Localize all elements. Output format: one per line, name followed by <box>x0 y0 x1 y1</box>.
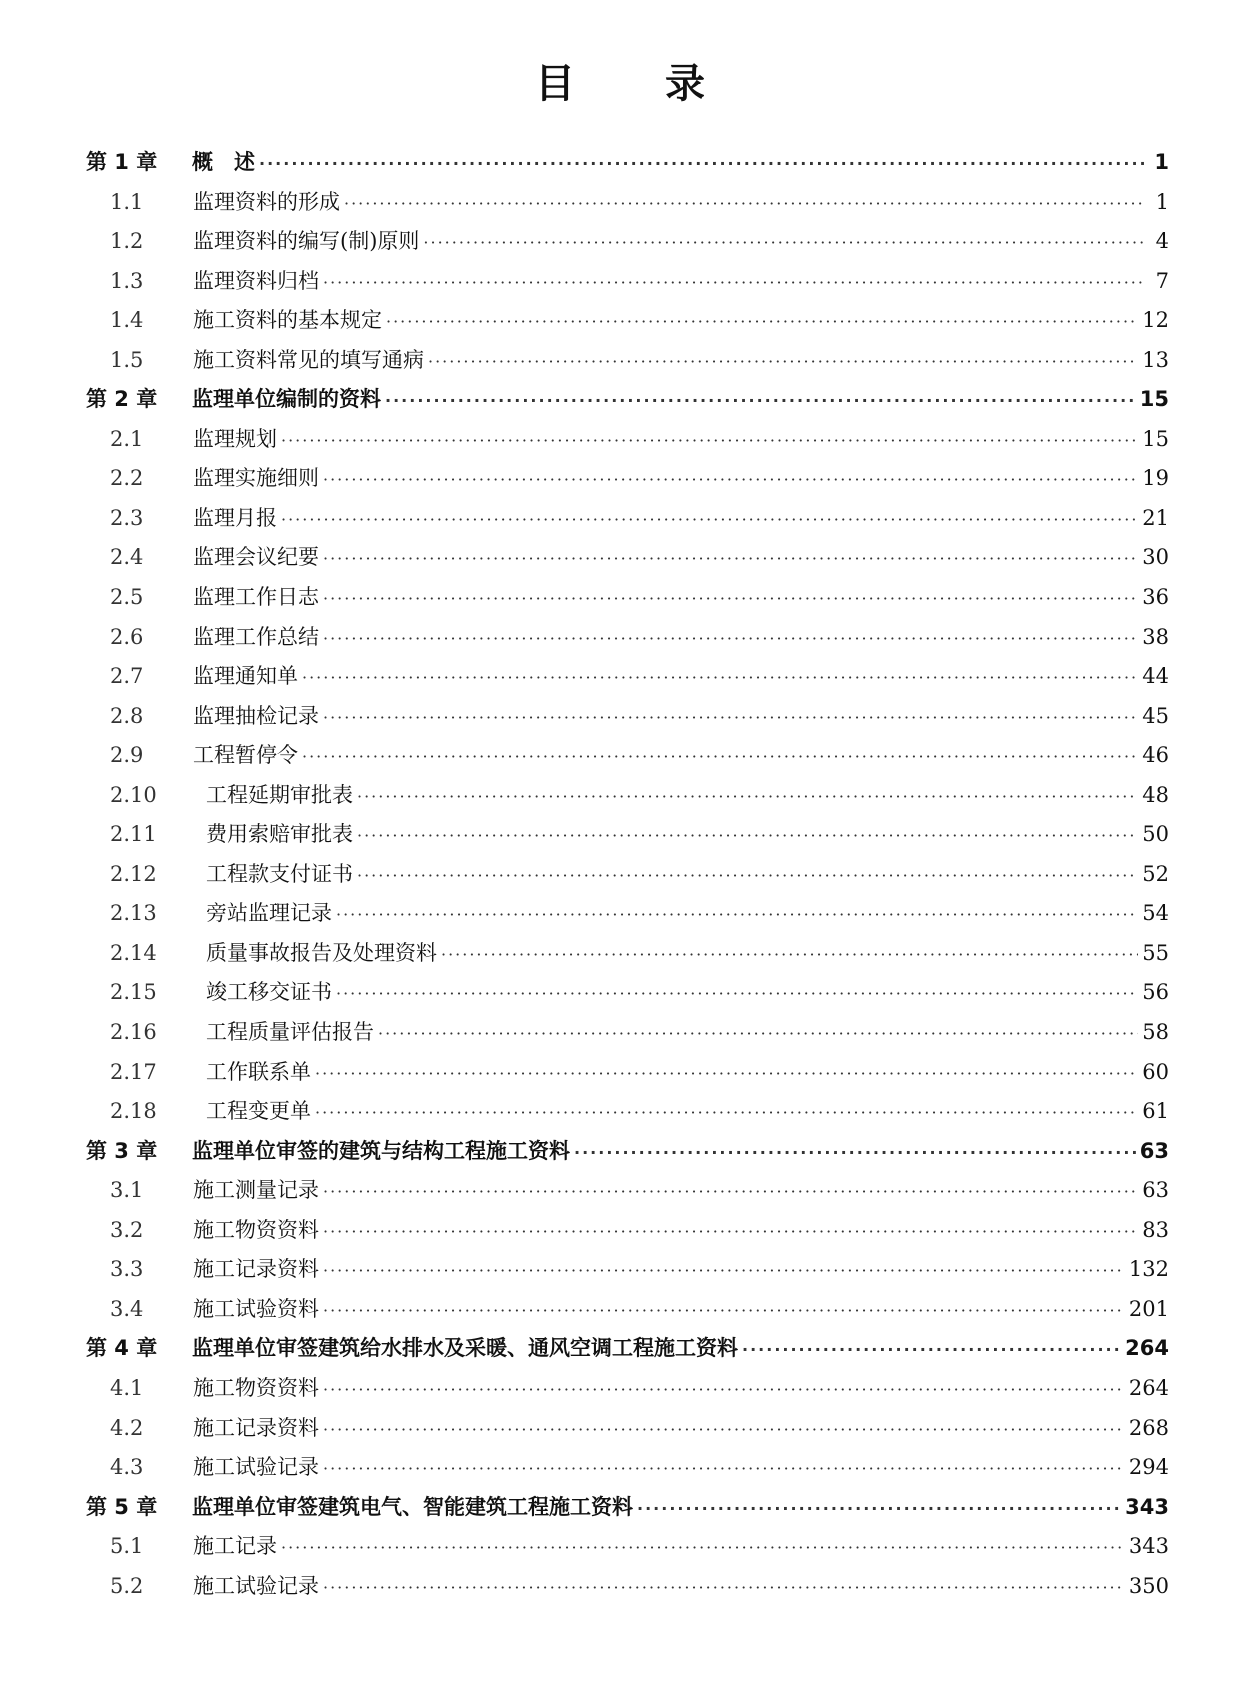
entry-number: 2.1 <box>110 426 144 451</box>
entry-number: 5.2 <box>110 1573 144 1598</box>
toc-section-entry[interactable] <box>86 1092 1169 1132</box>
dot-leader <box>441 935 1138 974</box>
entry-page-number: 21 <box>1142 505 1169 530</box>
entry-title: 监理资料归档 <box>193 268 319 293</box>
entry-title: 工程变更单 <box>206 1099 311 1124</box>
entry-page-number: 7 <box>1155 268 1169 293</box>
dot-leader <box>281 421 1138 460</box>
dot-leader <box>742 1330 1121 1369</box>
entry-title: 工程暂停令 <box>193 743 298 768</box>
entry-page-number: 54 <box>1142 901 1169 926</box>
dot-leader <box>323 263 1145 302</box>
entry-title: 施工试验记录 <box>193 1573 319 1598</box>
entry-title: 竣工移交证书 <box>206 980 332 1005</box>
entry-number: 2.8 <box>110 703 144 728</box>
entry-page-number: 56 <box>1142 980 1169 1005</box>
entry-number: 第 1 章 <box>86 150 158 174</box>
entry-number: 2.11 <box>110 822 157 847</box>
entry-number: 第 5 章 <box>86 1494 158 1519</box>
entry-title: 施工测量记录 <box>193 1178 319 1203</box>
dot-leader <box>302 737 1138 776</box>
entry-number: 2.12 <box>110 861 157 886</box>
entry-title: 监理资料的编写(制)原则 <box>193 229 420 254</box>
entry-number: 2.5 <box>110 585 144 610</box>
entry-page-number: 63 <box>1139 1138 1169 1163</box>
entry-page-number: 201 <box>1128 1296 1169 1321</box>
entry-number: 2.14 <box>110 940 157 965</box>
toc-section-entry[interactable] <box>86 1290 1169 1330</box>
entry-title: 监理资料的形成 <box>193 189 340 214</box>
entry-page-number: 46 <box>1142 743 1169 768</box>
entry-page-number: 294 <box>1128 1455 1169 1480</box>
toc-section-entry[interactable] <box>86 262 1169 302</box>
entry-page-number: 350 <box>1128 1573 1169 1598</box>
toc-section-entry[interactable] <box>86 578 1169 618</box>
dot-leader <box>323 1172 1138 1211</box>
toc-section-entry[interactable] <box>86 855 1169 895</box>
dot-leader <box>357 816 1138 855</box>
entry-page-number: 44 <box>1142 664 1169 689</box>
dot-leader <box>386 302 1138 341</box>
entry-number: 3.3 <box>110 1257 144 1282</box>
toc-section-entry[interactable] <box>86 1369 1169 1409</box>
entry-number: 第 2 章 <box>86 387 158 412</box>
toc-section-entry[interactable] <box>86 1527 1169 1567</box>
toc-section-entry[interactable] <box>86 222 1169 262</box>
entry-number: 2.15 <box>110 980 157 1005</box>
dot-leader <box>423 223 1145 262</box>
toc-section-entry[interactable] <box>86 183 1169 223</box>
entry-page-number: 1 <box>1154 150 1169 174</box>
entry-title: 施工物资资料 <box>193 1375 319 1400</box>
entry-page-number: 58 <box>1142 1020 1169 1045</box>
entry-title: 工程质量评估报告 <box>206 1020 374 1045</box>
entry-number: 2.2 <box>110 466 144 491</box>
entry-page-number: 45 <box>1142 703 1169 728</box>
entry-number: 2.18 <box>110 1099 157 1124</box>
toc-chapter-entry[interactable] <box>86 1329 1169 1369</box>
dot-leader <box>385 381 1136 420</box>
dot-leader <box>323 619 1138 658</box>
toc-section-entry[interactable] <box>86 894 1169 934</box>
dot-leader <box>428 342 1138 381</box>
dot-leader <box>323 1449 1125 1488</box>
toc-section-entry[interactable] <box>86 973 1169 1013</box>
dot-leader <box>357 777 1138 816</box>
table-of-contents <box>86 143 1169 1606</box>
entry-page-number: 268 <box>1128 1415 1169 1440</box>
entry-title: 监理单位编制的资料 <box>192 387 381 412</box>
entry-number: 1.5 <box>110 347 144 372</box>
entry-title: 监理单位审签的建筑与结构工程施工资料 <box>192 1138 570 1163</box>
entry-page-number: 19 <box>1142 466 1169 491</box>
entry-title: 施工记录 <box>193 1534 277 1559</box>
entry-number: 2.17 <box>110 1059 157 1084</box>
entry-title: 监理抽检记录 <box>193 703 319 728</box>
entry-page-number: 343 <box>1128 1534 1169 1559</box>
entry-number: 2.7 <box>110 664 144 689</box>
entry-page-number: 12 <box>1142 308 1169 333</box>
entry-number: 3.4 <box>110 1296 144 1321</box>
entry-page-number: 60 <box>1142 1059 1169 1084</box>
entry-number: 第 3 章 <box>86 1138 158 1163</box>
toc-section-entry[interactable] <box>86 1171 1169 1211</box>
toc-section-entry[interactable] <box>86 815 1169 855</box>
entry-number: 3.1 <box>110 1178 144 1203</box>
entry-title: 监理规划 <box>193 426 277 451</box>
toc-section-entry[interactable] <box>86 736 1169 776</box>
toc-section-entry[interactable] <box>86 1013 1169 1053</box>
entry-number: 5.1 <box>110 1534 144 1559</box>
toc-section-entry[interactable] <box>86 1448 1169 1488</box>
dot-leader <box>637 1489 1121 1528</box>
entry-title: 施工试验资料 <box>193 1296 319 1321</box>
toc-section-entry[interactable] <box>86 499 1169 539</box>
toc-section-entry[interactable] <box>86 697 1169 737</box>
toc-section-entry[interactable] <box>86 1409 1169 1449</box>
dot-leader <box>259 144 1145 183</box>
entry-title: 施工资料常见的填写通病 <box>193 347 424 372</box>
dot-leader <box>323 1291 1125 1330</box>
dot-leader <box>323 460 1138 499</box>
entry-page-number: 55 <box>1142 940 1169 965</box>
dot-leader <box>574 1133 1136 1172</box>
dot-leader <box>344 184 1145 223</box>
toc-chapter-entry[interactable] <box>86 1488 1169 1528</box>
entry-number: 4.1 <box>110 1375 144 1400</box>
entry-number: 1.3 <box>110 268 144 293</box>
dot-leader <box>378 1014 1138 1053</box>
entry-number: 2.13 <box>110 901 157 926</box>
entry-number: 3.2 <box>110 1217 144 1242</box>
entry-page-number: 50 <box>1142 822 1169 847</box>
entry-title: 监理工作总结 <box>193 624 319 649</box>
dot-leader <box>323 1370 1125 1409</box>
entry-page-number: 48 <box>1142 782 1169 807</box>
entry-page-number: 132 <box>1128 1257 1169 1282</box>
entry-number: 2.10 <box>110 782 157 807</box>
dot-leader <box>323 1568 1125 1607</box>
entry-number: 2.16 <box>110 1020 157 1045</box>
toc-section-entry[interactable] <box>86 618 1169 658</box>
entry-number: 1.2 <box>110 229 144 254</box>
toc-section-entry[interactable] <box>86 1211 1169 1251</box>
entry-title: 施工资料的基本规定 <box>193 308 382 333</box>
entry-title: 工程延期审批表 <box>206 782 353 807</box>
toc-chapter-entry[interactable] <box>86 1132 1169 1172</box>
entry-page-number: 36 <box>1142 585 1169 610</box>
entry-title: 监理通知单 <box>193 664 298 689</box>
toc-section-entry[interactable] <box>86 341 1169 381</box>
page-title: 目 录 <box>535 61 743 107</box>
entry-title: 施工试验记录 <box>193 1455 319 1480</box>
entry-title: 质量事故报告及处理资料 <box>206 940 437 965</box>
entry-number: 2.6 <box>110 624 144 649</box>
dot-leader <box>323 1212 1138 1251</box>
entry-title: 监理单位审签建筑电气、智能建筑工程施工资料 <box>192 1494 633 1519</box>
entry-page-number: 264 <box>1125 1336 1169 1361</box>
toc-section-entry[interactable] <box>86 1567 1169 1607</box>
entry-number: 2.4 <box>110 545 144 570</box>
toc-section-entry[interactable] <box>86 1250 1169 1290</box>
entry-title: 费用索赔审批表 <box>206 822 353 847</box>
entry-page-number: 83 <box>1142 1217 1169 1242</box>
entry-title: 施工记录资料 <box>193 1257 319 1282</box>
entry-number: 1.1 <box>110 189 144 214</box>
entry-page-number: 4 <box>1155 229 1169 254</box>
dot-leader <box>323 1410 1125 1449</box>
dot-leader <box>336 974 1138 1013</box>
dot-leader <box>302 658 1138 697</box>
entry-page-number: 30 <box>1142 545 1169 570</box>
entry-page-number: 13 <box>1142 347 1169 372</box>
entry-title: 旁站监理记录 <box>206 901 332 926</box>
dot-leader <box>281 500 1138 539</box>
dot-leader <box>315 1093 1138 1132</box>
entry-page-number: 61 <box>1142 1099 1169 1124</box>
dot-leader <box>357 856 1138 895</box>
dot-leader <box>281 1528 1125 1567</box>
entry-title: 概 述 <box>192 150 255 174</box>
dot-leader <box>336 895 1138 934</box>
entry-number: 1.4 <box>110 308 144 333</box>
entry-title: 监理单位审签建筑给水排水及采暖、通风空调工程施工资料 <box>192 1336 738 1361</box>
entry-title: 施工物资资料 <box>193 1217 319 1242</box>
toc-chapter-entry[interactable] <box>86 143 1169 183</box>
entry-page-number: 264 <box>1128 1375 1169 1400</box>
dot-leader <box>315 1054 1138 1093</box>
entry-page-number: 63 <box>1142 1178 1169 1203</box>
dot-leader <box>323 579 1138 618</box>
entry-title: 监理会议纪要 <box>193 545 319 570</box>
entry-title: 监理月报 <box>193 505 277 530</box>
dot-leader <box>323 1251 1125 1290</box>
entry-title: 工作联系单 <box>206 1059 311 1084</box>
toc-section-entry[interactable] <box>86 934 1169 974</box>
entry-title: 监理实施细则 <box>193 466 319 491</box>
entry-page-number: 38 <box>1142 624 1169 649</box>
toc-section-entry[interactable] <box>86 538 1169 578</box>
dot-leader <box>323 698 1138 737</box>
toc-chapter-entry[interactable] <box>86 380 1169 420</box>
toc-section-entry[interactable] <box>86 301 1169 341</box>
toc-section-entry[interactable] <box>86 459 1169 499</box>
entry-page-number: 15 <box>1139 387 1169 412</box>
entry-number: 2.9 <box>110 743 144 768</box>
entry-number: 4.3 <box>110 1455 144 1480</box>
toc-section-entry[interactable] <box>86 1053 1169 1093</box>
entry-title: 工程款支付证书 <box>206 861 353 886</box>
entry-page-number: 1 <box>1155 189 1169 214</box>
entry-number: 第 4 章 <box>86 1336 158 1361</box>
entry-number: 2.3 <box>110 505 144 530</box>
entry-page-number: 15 <box>1142 426 1169 451</box>
entry-title: 监理工作日志 <box>193 585 319 610</box>
toc-section-entry[interactable] <box>86 420 1169 460</box>
toc-section-entry[interactable] <box>86 776 1169 816</box>
entry-page-number: 52 <box>1142 861 1169 886</box>
entry-title: 施工记录资料 <box>193 1415 319 1440</box>
dot-leader <box>323 539 1138 578</box>
entry-page-number: 343 <box>1125 1494 1169 1519</box>
toc-section-entry[interactable] <box>86 657 1169 697</box>
entry-number: 4.2 <box>110 1415 144 1440</box>
